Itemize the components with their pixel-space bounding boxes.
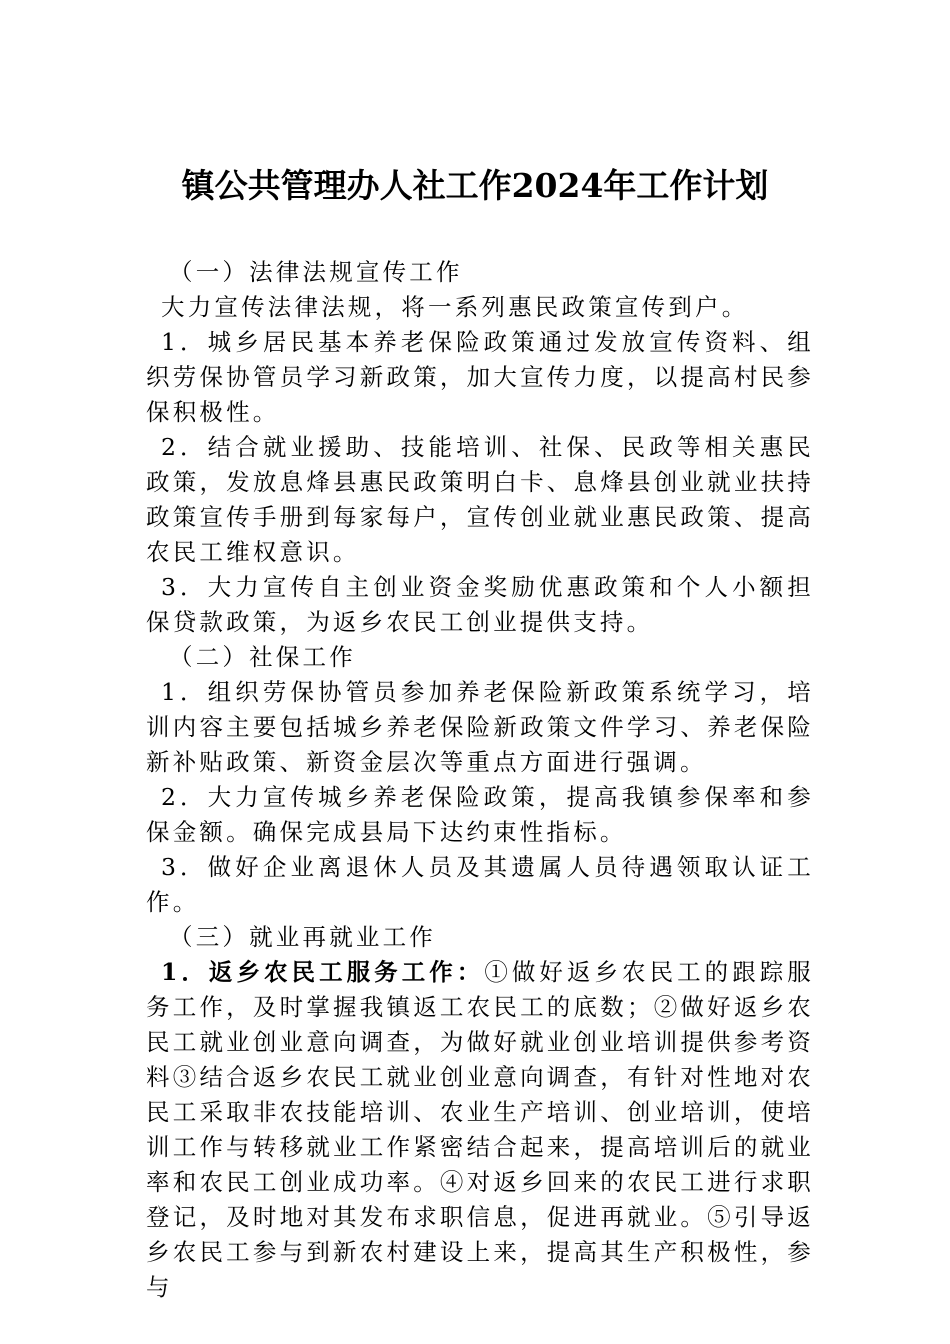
paragraph: 1．城乡居民基本养老保险政策通过发放宣传资料、组织劳保协管员学习新政策，加大宣传力度，以提高村民参保积极性。: [146, 328, 814, 426]
paragraph: 3．做好企业离退休人员及其遗属人员待遇领取认证工作。: [146, 853, 814, 916]
paragraph-returning-workers: [146, 955, 814, 1305]
document-body: [146, 255, 814, 1305]
paragraph-lead: 1．返乡农民工服务工作：: [161, 958, 485, 986]
paragraph: 2．结合就业援助、技能培训、社保、民政等相关惠民政策，发放息烽县惠民政策明白卡、息烽县创业就业扶持政策宣传手册到每家每户，宣传创业就业惠民政策、提高农民工维权意识。: [146, 433, 814, 566]
paragraph-text: ①做好返乡农民工的跟踪服务工作，及时掌握我镇返工农民工的底数；②做好返乡农民工就业创业意向调查，为做好就业创业培训提供参考资料③结合返乡农民工就业创业意向调查，有针对性地对农民工采取非农技能培训、农业生产培训、创业培训，使培训工作与转移就业工作紧密结合起来，提高培训后的就业率和农民工创业成功率。④对返乡回来的农民工进行求职登记，及时地对其发布求职信息，促进再就业。⑤引导返乡农民工参与到新农村建设上来，提高其生产积极性，参与: [146, 958, 814, 1301]
section-heading-law-promotion: （一）法律法规宣传工作: [169, 258, 463, 286]
paragraph: 1．组织劳保协管员参加养老保险新政策系统学习，培训内容主要包括城乡养老保险新政策文件学习、养老保险新补贴政策、新资金层次等重点方面进行强调。: [146, 678, 814, 776]
section-heading-social-security: （二）社保工作: [169, 643, 356, 671]
paragraph: 2．大力宣传城乡养老保险政策，提高我镇参保率和参保金额。确保完成县局下达约束性指标。: [146, 783, 814, 846]
section-heading-employment: （三）就业再就业工作: [169, 923, 436, 951]
paragraph: 大力宣传法律法规，将一系列惠民政策宣传到户。: [161, 293, 749, 321]
paragraph: 3．大力宣传自主创业资金奖励优惠政策和个人小额担保贷款政策，为返乡农民工创业提供支持。: [146, 573, 814, 636]
document-title: 镇公共管理办人社工作2024年工作计划: [181, 166, 769, 205]
